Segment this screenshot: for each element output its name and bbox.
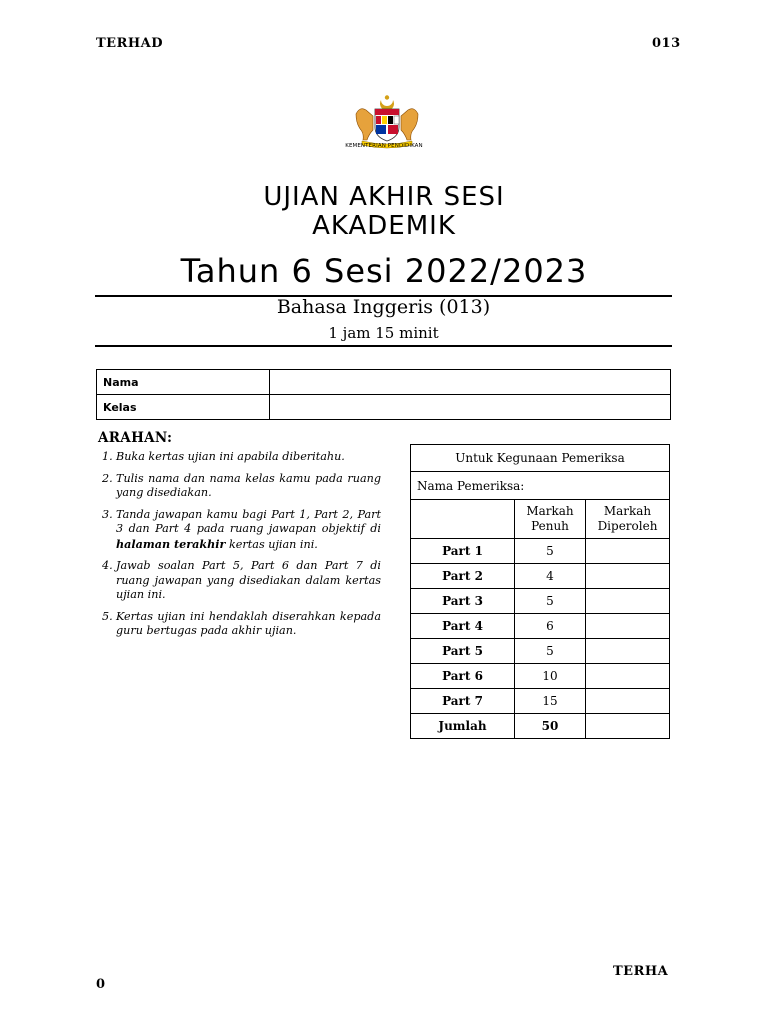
- instruction-number: 1.: [102, 450, 113, 463]
- obtained-marks-header-line2: Diperoleh: [597, 519, 658, 533]
- instruction-text-before: Tanda jawapan kamu bagi Part 1, Part 2, Part 3 dan Part 4 pada ruang jawapan objektif di: [116, 507, 381, 535]
- examiner-name-row: [411, 472, 670, 500]
- obtained-marks-header: [586, 500, 670, 539]
- instruction-number: 2.: [102, 471, 113, 485]
- instruction-number: 4.: [102, 559, 113, 572]
- full-marks-value: 4: [515, 564, 586, 589]
- total-label: Jumlah: [411, 714, 515, 739]
- title-divider-bottom: [95, 345, 672, 347]
- header-classification: TERHAD: [96, 36, 164, 51]
- table-row: [411, 689, 670, 714]
- full-marks-header-line2: Penuh: [531, 519, 569, 533]
- full-marks-value: 5: [515, 589, 586, 614]
- name-field[interactable]: [270, 370, 671, 395]
- table-row: [411, 589, 670, 614]
- crest-caption: KEMENTERIAN PENDIDIKAN: [345, 143, 423, 149]
- obtained-marks-field[interactable]: [586, 564, 670, 589]
- table-row: [411, 614, 670, 639]
- examiner-name-field[interactable]: [411, 472, 670, 500]
- instruction-item: [102, 610, 381, 639]
- part-label: Part 4: [411, 614, 515, 639]
- instruction-text: Tulis nama dan nama kelas kamu pada ruang yang disediakan.: [116, 471, 381, 499]
- examiner-marks-table: [410, 444, 670, 739]
- footer-page-number: 0: [96, 977, 106, 989]
- class-label: Kelas: [97, 395, 270, 420]
- marks-header-row: [411, 500, 670, 539]
- table-row: [411, 639, 670, 664]
- table-row: [411, 539, 670, 564]
- table-row: [411, 564, 670, 589]
- instruction-text: Buka kertas ujian ini apabila diberitahu.: [116, 450, 345, 463]
- exam-title: UJIAN AKHIR SESI AKADEMIK: [263, 182, 505, 241]
- name-row: [97, 370, 671, 395]
- instructions-list: [102, 450, 381, 646]
- obtained-marks-field[interactable]: [586, 689, 670, 714]
- instruction-number: 5.: [102, 609, 113, 623]
- part-label: Part 3: [411, 589, 515, 614]
- obtained-marks-field[interactable]: [586, 639, 670, 664]
- obtained-marks-field[interactable]: [586, 539, 670, 564]
- marks-header-blank: [411, 500, 515, 539]
- header-code: 013: [652, 36, 681, 51]
- full-marks-header-line1: Markah: [526, 504, 574, 518]
- full-marks-header: [515, 500, 586, 539]
- total-obtained-field[interactable]: [586, 714, 670, 739]
- full-marks-value: 5: [515, 639, 586, 664]
- obtained-marks-header-line1: Markah: [603, 504, 652, 518]
- exam-year-session: Tahun 6 Sesi 2022/2023: [180, 252, 588, 290]
- footer-classification: TERHA: [613, 964, 669, 976]
- marks-table-title: Untuk Kegunaan Pemeriksa: [411, 445, 670, 472]
- part-label: Part 2: [411, 564, 515, 589]
- full-marks-value: 15: [515, 689, 586, 714]
- full-marks-value: 5: [515, 539, 586, 564]
- instruction-item: [102, 559, 381, 603]
- name-label: Nama: [97, 370, 270, 395]
- candidate-info-table: [96, 369, 671, 420]
- exam-duration: 1 jam 15 minit: [328, 324, 439, 342]
- full-marks-value: 6: [515, 614, 586, 639]
- class-field[interactable]: [270, 395, 671, 420]
- subject-name: Bahasa Inggeris (013): [276, 296, 491, 318]
- instruction-emphasis: halaman terakhir: [116, 536, 226, 551]
- instruction-item: [102, 450, 381, 465]
- instruction-item: [102, 508, 381, 553]
- instruction-number: 3.: [102, 507, 113, 521]
- marks-table-title-row: [411, 445, 670, 472]
- part-label: Part 1: [411, 539, 515, 564]
- full-marks-value: 10: [515, 664, 586, 689]
- instruction-text: Jawab soalan Part 5, Part 6 dan Part 7 di ruang jawapan yang disediakan dalam kertas ujian ini.: [116, 559, 381, 601]
- instruction-text: Kertas ujian ini hendaklah diserahkan kepada guru bertugas pada akhir ujian.: [116, 609, 381, 637]
- instruction-item: [102, 472, 381, 501]
- instruction-text-after: kertas ujian ini.: [225, 537, 318, 551]
- total-row: [411, 714, 670, 739]
- examiner-name-label: Nama Pemeriksa:: [417, 478, 525, 493]
- part-label: Part 6: [411, 664, 515, 689]
- class-row: [97, 395, 671, 420]
- part-label: Part 5: [411, 639, 515, 664]
- instruction-text: [116, 508, 381, 553]
- total-full-marks: 50: [515, 714, 586, 739]
- table-row: [411, 664, 670, 689]
- obtained-marks-field[interactable]: [586, 589, 670, 614]
- instructions-heading: ARAHAN:: [98, 430, 173, 446]
- obtained-marks-field[interactable]: [586, 614, 670, 639]
- part-label: Part 7: [411, 689, 515, 714]
- obtained-marks-field[interactable]: [586, 664, 670, 689]
